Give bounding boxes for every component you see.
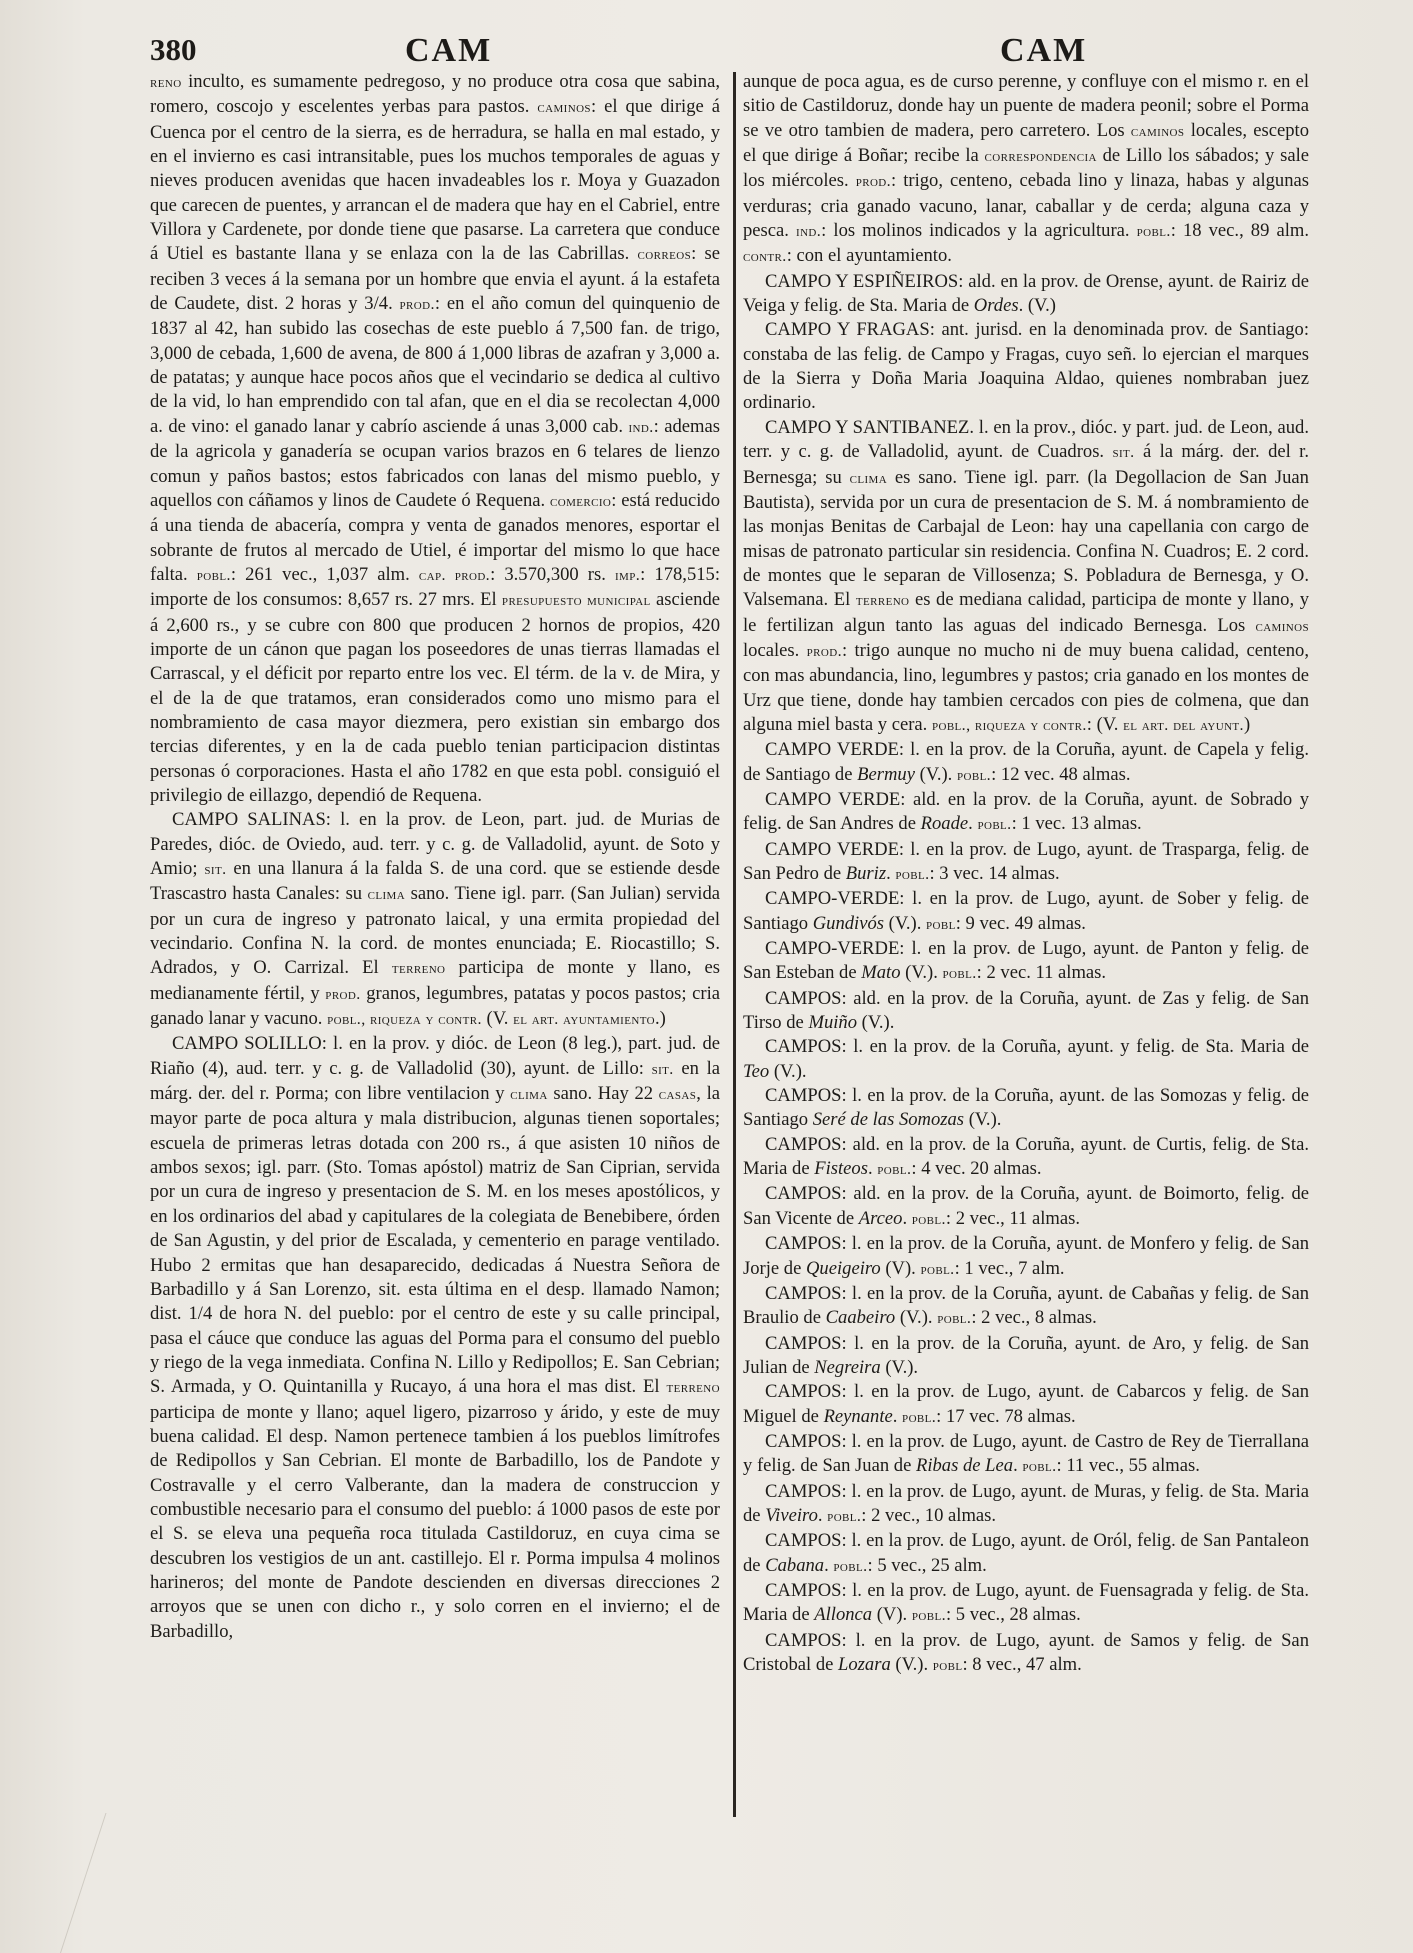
entry-text: (V.).	[964, 1109, 1002, 1131]
entry-text: : los molinos indicados y la agricultura.	[821, 220, 1137, 242]
entry-text: participa de monte y llano, es medianamente fértil, y	[150, 957, 721, 1004]
italic-place-name: Reynante	[823, 1405, 893, 1427]
entry-text: (V.).	[895, 1307, 938, 1329]
entry-text: (V).	[880, 1257, 921, 1279]
entry-text: de Lillo los sábados; y sale los miércoles.	[743, 145, 1309, 192]
entry-text: CAMPO Y FRAGAS: ant. jurisd. en la denominada prov. de Santiago: constaba de las felig. de Campo y Fragas, cuyo señ. lo ejercian el marques de la Sierra y Doña Maria Joaquina Aldao, quienes nombraban juez ordinario.	[743, 319, 1309, 414]
entry-text: )	[1243, 713, 1251, 735]
small-caps-term: imp.	[614, 566, 641, 584]
entry-text: .	[867, 1158, 878, 1180]
entry-text: : trigo, centeno, cebada lino y linaza, habas y algunas verduras; cria ganado vacuno, lanar, caballar y de cerda; alguna caza y pesca.	[743, 170, 1309, 242]
entry-text: : con el ayuntamiento.	[786, 245, 952, 267]
entry-text: CAMPOS: l. en la prov. de la Coruña, ayunt. de las Somozas y felig. de Santiago	[743, 1085, 1309, 1131]
entry-text: : 11 vec., 55 almas.	[1056, 1455, 1200, 1477]
dictionary-entry	[743, 1629, 1309, 1679]
entry-text: CAMPO-VERDE: l. en la prov. de Lugo, ayunt. de Panton y felig. de San Esteban de	[743, 938, 1309, 984]
entry-text: sano. Hay 22	[547, 1083, 659, 1105]
right-running-head: CAM	[1000, 32, 1088, 69]
entry-text: (V.).	[890, 1654, 933, 1675]
entry-text: CAMPO VERDE: ald. en la prov. de la Coruña, ayunt. de Sobrado y felig. de San Andres de	[743, 788, 1309, 835]
small-caps-term: pobl.	[942, 965, 977, 983]
entry-text: : está reducido á una tienda de abacería, compra y venta de ganados menores, esportar el sobrante de frutos al mercado de Utiel, é importar del mismo lo que hace falta.	[150, 489, 721, 585]
dictionary-entry	[743, 1084, 1309, 1133]
small-caps-term: prod.	[855, 173, 892, 191]
dictionary-entry	[743, 1529, 1309, 1579]
column-rule	[733, 72, 736, 1817]
dictionary-entry	[743, 1430, 1309, 1480]
italic-place-name: Buriz	[845, 863, 887, 884]
small-caps-term: caminos	[537, 99, 591, 117]
italic-place-name: Roade	[920, 813, 969, 835]
left-column	[150, 70, 720, 1644]
italic-place-name: Gundivós	[812, 912, 884, 934]
entry-text: : 261 vec., 1,037 alm.	[230, 563, 419, 585]
small-caps-term: pobl.	[920, 1260, 955, 1278]
entry-text: : 9 vec. 49 almas.	[955, 912, 1086, 934]
entry-text: .	[892, 1405, 903, 1427]
entry-text: : 178,515: importe de los consumos: 8,657 rs. 27 mrs. El	[150, 563, 721, 611]
small-caps-term: pobl.	[833, 1557, 868, 1575]
small-caps-term: prod.	[399, 296, 435, 314]
small-caps-term: correspondencia	[984, 148, 1097, 166]
italic-place-name: Viveiro	[765, 1504, 818, 1526]
small-caps-term: ind.	[628, 418, 654, 436]
small-caps-term: pobl.	[902, 1408, 937, 1426]
entry-text: en la márg. der. del r. Porma; con libre ventilacion y	[150, 1057, 721, 1105]
entry-text: : 3 vec. 14 almas.	[929, 863, 1060, 884]
small-caps-term: pobl.	[1136, 223, 1171, 241]
entry-text: CAMPO SOLILLO: l. en la prov. y dióc. de Leon (8 leg.), part. jud. de Riaño (4), aud. terr. y c. g. de Valladolid (30), ayunt. de Lillo:	[150, 1033, 720, 1079]
small-caps-term: comercio	[550, 492, 612, 510]
entry-text: : se reciben 3 veces á la semana por un hombre que envia el ayunt. á la estafeta de Caudete, dist. 2 horas y 3/4.	[150, 243, 720, 315]
italic-place-name: Ordes	[973, 295, 1019, 317]
entry-text: CAMPOS: ald. en la prov. de la Coruña, ayunt. de Boimorto, felig. de San Vicente de	[743, 1183, 1309, 1229]
entry-text: .	[1013, 1455, 1023, 1477]
italic-place-name: Fisteos	[814, 1158, 868, 1180]
page-number: 380	[150, 32, 197, 67]
small-caps-term: pobl.	[937, 1310, 972, 1328]
small-caps-term: correos	[637, 246, 692, 264]
entry-text: : 2 vec., 11 almas.	[945, 1207, 1080, 1229]
dictionary-entry	[150, 808, 720, 1032]
small-caps-term: pobl.	[911, 1607, 946, 1625]
entry-text: CAMPO VERDE: l. en la prov. de Lugo, ayunt. de Trasparga, felig. de San Pedro de	[743, 838, 1309, 884]
small-caps-term: casas	[658, 1086, 697, 1104]
small-caps-term: el art. del ayunt.	[1123, 716, 1244, 734]
small-caps-term: pobl.	[827, 1507, 862, 1525]
entry-text: locales, escepto el que dirige á Boñar; recibe la	[743, 119, 1309, 167]
small-caps-term: pobl.	[1022, 1458, 1057, 1476]
entry-text: CAMPOS: l. en la prov. de Lugo, ayunt. de Fuensagrada y felig. de Sta. Maria de	[743, 1579, 1309, 1626]
entry-text: CAMPOS: l. en la prov. de Lugo, ayunt. de Muras, y felig. de Sta. Maria de	[743, 1480, 1309, 1526]
dictionary-entry	[743, 987, 1309, 1036]
entry-text: CAMPO-VERDE: l. en la prov. de Lugo, ayunt. de Sober y felig. de Santiago	[743, 888, 1309, 934]
small-caps-term: sit.	[651, 1060, 674, 1078]
entry-text: .	[817, 1504, 828, 1526]
entry-text: : 17 vec. 78 almas.	[936, 1405, 1076, 1427]
entry-text: .	[968, 813, 978, 835]
small-caps-term: contr.	[743, 248, 787, 266]
dictionary-entry	[150, 1032, 720, 1644]
small-caps-term: pobl.	[977, 816, 1012, 834]
entry-text: : 12 vec. 48 almas.	[991, 763, 1131, 785]
entry-text: granos, legumbres, patatas y pocos pastos; cria ganado lanar y vacuno.	[150, 982, 720, 1030]
entry-text: (V.).	[914, 763, 957, 785]
dictionary-entry	[743, 887, 1309, 937]
small-caps-term: prod.	[806, 642, 842, 660]
entry-text: CAMPOS: l. en la prov. de Lugo, ayunt. de Castro de Rey de Tierrallana y felig. de San Juan de	[743, 1430, 1309, 1477]
small-caps-term: sit.	[1112, 444, 1135, 462]
small-caps-term: caminos	[1255, 617, 1309, 635]
entry-text: CAMPOS: ald. en la prov. de la Coruña, ayunt. de Curtis, felig. de Sta. Maria de	[743, 1133, 1309, 1180]
dictionary-entry	[743, 318, 1309, 415]
small-caps-term: terreno	[855, 592, 910, 610]
small-caps-term: pobl	[926, 915, 956, 933]
entry-text: : ademas de la agricola y ganadería se ocupan varios brazos en 6 telares de lienzo comun y paños bastos; estos fabricados con lanas del mismo pueblo, y aquellos con cáñamos y linos de Caudete ó Requena.	[150, 415, 720, 511]
entry-text: : 8 vec., 47 alm.	[962, 1654, 1082, 1675]
entry-text: sano. Tiene igl. parr. (San Julian) servida por un cura de ingreso y patronato laical, y una ermita propiedad del vecindario. Confina N. la cord. de montes enunciada; E. Riocastillo; S. Adrados, y O. Carrizal. El	[150, 883, 720, 979]
entry-text: .	[902, 1207, 912, 1229]
entry-text: inculto, es sumamente pedregoso, y no produce otra cosa que sabina, romero, coscojo y escelentes yerbas para pastos.	[150, 71, 720, 118]
dictionary-entry	[743, 788, 1309, 838]
small-caps-term: presupuesto municipal	[501, 592, 651, 610]
italic-place-name: Seré de las Somozas	[812, 1109, 965, 1131]
dictionary-entry	[743, 270, 1309, 319]
italic-place-name: Mato	[861, 962, 901, 984]
right-column	[743, 70, 1309, 1678]
entry-text: .	[886, 863, 896, 884]
small-caps-term: prod.	[325, 985, 361, 1003]
italic-place-name: Lozara	[838, 1654, 891, 1675]
entry-text: CAMPOS: l. en la prov. de la Coruña, ayunt. de Cabañas y felig. de San Braulio de	[743, 1282, 1309, 1329]
entry-text: : el que dirige á Cuenca por el centro de la sierra, es de herradura, se halla en mal estado, y en el invierno es casi intransitable, pues los muchos temporales de aguas y nieves producen avenidas que hacen invadeables los r. Moya y Guazadon que carecen de puentes, y arrancan el de madera que hay en el Cabriel, entre Villora y Cardenete, por donde tiene que pasarse. La carretera que conduce á Utiel es bastante llana y se enlaza con la de las Cabrillas.	[150, 96, 720, 265]
entry-text: asciende á 2,600 rs., y se cubre con 800 que producen 2 hornos de propios, 420 importe de un cánon que pagan los poseedores de unas tierras llamadas el Carrascal, y el déficit por reparto entre los vec. El térm. de la v. de Mira, y el de la de que tratamos, eran considerados como uno mismo para el nombramiento de casa mayor diezmera, pero existian sin embargo dos tercias diferentes, y en la de cada pueblo tenian participacion distintas personas ó corporaciones. Hasta el año 1782 en que esta pobl. consiguió el privilegio de eillazgo, dependió de Requena.	[150, 589, 720, 806]
entry-text: CAMPOS: l. en la prov. de la Coruña, ayunt. de Monfero y felig. de San Jorje de	[743, 1233, 1309, 1279]
dictionary-entry	[743, 1332, 1309, 1381]
dictionary-entry	[743, 416, 1309, 738]
small-caps-term: clima	[849, 469, 888, 487]
entry-text: : 2 vec., 10 almas.	[861, 1504, 997, 1526]
dictionary-entry	[743, 1282, 1309, 1332]
dictionary-entry	[743, 1380, 1309, 1430]
entry-text: : 2 vec. 11 almas.	[976, 962, 1107, 984]
entry-text: CAMPOS: l. en la prov. de Lugo, ayunt. de Cabarcos y felig. de San Miguel de	[743, 1381, 1309, 1427]
entry-text: : 5 vec., 28 almas.	[945, 1604, 1081, 1626]
italic-place-name: Queigeiro	[806, 1257, 881, 1279]
italic-place-name: Bermuy	[857, 763, 915, 785]
small-caps-term: pobl.	[877, 1161, 912, 1179]
entry-text: (V.).	[880, 1356, 919, 1378]
entry-text: (V.).	[857, 1012, 895, 1034]
entry-text: : 3.570,300 rs.	[490, 563, 615, 585]
entry-text: CAMPO Y SANTIBANEZ. l. en la prov., dióc. y part. jud. de Leon, aud. terr. y c. g. de Valladolid, ayunt. de Cuadros.	[743, 416, 1309, 463]
small-caps-term: pobl	[932, 1657, 963, 1674]
page-corner-fold	[0, 1813, 106, 1953]
entry-text: CAMPO Y ESPIÑEIROS: ald. en la prov. de Orense, ayunt. de Rairiz de Veiga y felig. de Sta. Maria de	[743, 270, 1309, 317]
entry-text: CAMPOS: l. en la prov. de Lugo, ayunt. de Oról, felig. de San Pantaleon de	[743, 1530, 1309, 1576]
entry-text: es sano. Tiene igl. parr. (la Degollacion de San Juan Bautista), servida por un cura de presentacion de S. M. á nombramiento de las monjas Benitas de Carbajal de Leon: hay una capellania con cargo de misas de patronato particular sin residencia. Confina N. Cuadros; E. 2 cord. de montes que le separan de Villosenza; S. Pobladura de Bernesga, y O. Valsemana. El	[743, 466, 1309, 611]
entry-text: á la márg. der. del r. Bernesga; su	[743, 441, 1309, 488]
italic-place-name: Arceo	[858, 1207, 903, 1229]
small-caps-term: pobl.	[196, 566, 231, 584]
small-caps-term: pobl.	[895, 866, 930, 883]
entry-text: .	[824, 1554, 834, 1576]
dictionary-entry	[743, 1133, 1309, 1183]
entry-text: CAMPOS: l. en la prov. de la Coruña, ayunt. y felig. de Sta. Maria de	[765, 1036, 1309, 1058]
small-caps-term: ind.	[796, 223, 822, 241]
entry-continuation	[743, 70, 1309, 270]
small-caps-term: caminos	[1130, 122, 1185, 140]
entry-text: . (V.)	[1018, 295, 1056, 317]
entry-text: , la mayor parte de poca altura y mala distribucion, algunas tienen soportales; escuela de primeras letras dotada con 200 rs., á que asisten 10 niños de ambos sexos; igl. parr. (Sto. Tomas apóstol) matriz de San Ciprian, servida por un cura de ingreso y presentacion de S. M. en los meses apostólicos, y en los ordinarios del abad y capitulares de la colegiata de Benebibere, órden de San Agustin, y del prior de Escalada, y cementerio en parage ventilado. Hubo 2 ermitas que han desaparecido, dedicadas á Nuestra Señora de Barbadillo y á San Lorenzo, sit. esta última en el desp. llamado Namon; dist. 1/4 de hora N. del pueblo: por el centro de este y su calle principal, pasa el cáuce que conduce las aguas del Porma para el consumo del pueblo y riego de la vega inmediata. Confina N. Lillo y Redipollos; E. San Cebrian; S. Armada, y O. Quintanilla y Rucayo, á una hora el mas dist. El	[150, 1083, 720, 1398]
small-caps-term: reno	[150, 74, 182, 91]
entry-text: : 1 vec. 13 almas.	[1011, 813, 1142, 835]
entry-text: : 18 vec., 89 alm.	[1170, 220, 1309, 242]
dictionary-entry	[743, 838, 1309, 888]
small-caps-term: clima	[367, 886, 406, 904]
small-caps-term: terreno	[666, 1379, 720, 1397]
italic-place-name: Negreira	[814, 1356, 881, 1378]
entry-text: CAMPOS: l. en la prov. de la Coruña, ayunt. de Aro, y felig. de San Julian de	[743, 1332, 1309, 1378]
dictionary-entry	[743, 1579, 1309, 1629]
entry-text: (V.).	[900, 962, 943, 984]
entry-text: (V.	[481, 1008, 514, 1030]
entry-text: : (V.	[1086, 713, 1124, 735]
entry-continuation	[150, 70, 720, 808]
entry-text: : 4 vec. 20 almas.	[911, 1158, 1042, 1180]
italic-place-name: Caabeiro	[825, 1307, 896, 1329]
italic-place-name: Allonca	[814, 1604, 873, 1626]
small-caps-term: terreno	[391, 960, 446, 978]
entry-text: : 5 vec., 25 alm.	[867, 1554, 987, 1576]
entry-text: locales.	[743, 639, 807, 661]
entry-text: : en el año comun del quinquenio de 1837 al 42, han subido las cosechas de este pueblo á 7,500 fan. de trigo, 3,000 de cebada, 1,600 de avena, de 800 á 1,000 libras de azafran y 3,000 a. de patatas; y aunque hace pocos años que el vecindario se dedica al cultivo de la vid, lo han emprendido con tal afan, que en el dia se recolectan 4,000 a. de vino: el ganado lanar y cabrío asciende á unas 3,000 cab.	[150, 293, 720, 437]
entry-text: (V.).	[884, 912, 927, 934]
entry-text: : 1 vec., 7 alm.	[954, 1257, 1065, 1279]
small-caps-term: pobl., riqueza y contr.	[931, 716, 1087, 734]
small-caps-term: sit.	[204, 861, 227, 878]
entry-text: CAMPOS: ald. en la prov. de la Coruña, ayunt. de Zas y felig. de San Tirso de	[743, 987, 1309, 1034]
dictionary-entry	[743, 937, 1309, 987]
entry-text: en una llanura á la falda S. de una cord. que se estiende desde Trascastro hasta Canales: su	[150, 858, 721, 905]
small-caps-term: cap. prod.	[418, 566, 491, 584]
entry-text: CAMPO SALINAS: l. en la prov. de Leon, part. jud. de Murias de Paredes, dióc. de Oviedo, aud. terr. y c. g. de Valladolid, ayunt. de Soto y Amio;	[150, 809, 720, 879]
italic-place-name: Muiño	[808, 1012, 857, 1034]
entry-text: (V).	[872, 1604, 912, 1626]
italic-place-name: Cabana	[765, 1554, 825, 1576]
dictionary-entry	[743, 738, 1309, 788]
dictionary-entry	[743, 1480, 1309, 1530]
entry-text: .)	[654, 1008, 666, 1030]
entry-text: CAMPOS: l. en la prov. de Lugo, ayunt. de Samos y felig. de San Cristobal de	[743, 1629, 1309, 1675]
small-caps-term: pobl., riqueza y contr.	[327, 1011, 482, 1029]
entry-text: participa de monte y llano; aquel ligero, pizarroso y árido, y este de muy buena calidad. El desp. Namon pertenece tambien á los pueblos limítrofes de Redipollos y San Cebrian. El monte de Barbadillo, los de Pandote y Costravalle y el cerro Valberante, dan la madera de construccion y combustible necesario para el consumo del pueblo: á 1000 pasos de este por el S. se eleva una pequeña roca titulada Castildoruz, en cuya cima se descubren los vestigios de un ant. castillejo. El r. Porma impulsa 4 molinos harineros; del monte de Pandote descienden en diversas direcciones 2 arroyos que se unen con dicho r., y solo corren en el invierno; el de Barbadillo,	[150, 1401, 720, 1642]
dictionary-entry	[743, 1232, 1309, 1282]
left-running-head: CAM	[405, 32, 493, 69]
italic-place-name: Teo	[743, 1060, 770, 1082]
dictionary-entry	[743, 1182, 1309, 1232]
entry-text: : 2 vec., 8 almas.	[971, 1307, 1097, 1329]
entry-text: es de mediana calidad, participa de monte y llano, y le fertilizan algun tanto las aguas del indicado Bernesga. Los	[743, 589, 1310, 636]
entry-text: : trigo aunque no mucho ni de muy buena calidad, centeno, con mas abundancia, lino, legumbres y pastos; cria ganado en los montes de Urz que tiene, donde hay tambien cercados con pies de colmena, que dan alguna miel basta y cera.	[743, 639, 1309, 735]
small-caps-term: el art. ayuntamiento	[513, 1011, 655, 1029]
entry-text: CAMPO VERDE: l. en la prov. de la Coruña, ayunt. de Capela y felig. de Santiago de	[743, 739, 1309, 785]
entry-text: (V.).	[769, 1060, 807, 1082]
dictionary-entry	[743, 1035, 1309, 1084]
italic-place-name: Ribas de Lea	[915, 1455, 1014, 1477]
entry-text: aunque de poca agua, es de curso perenne, y confluye con el mismo r. en el sitio de Castildoruz, donde hay un puente de madera peonil; sobre el Porma se ve otro tambien de madera, pero carretero. Los	[743, 71, 1309, 141]
small-caps-term: pobl.	[956, 766, 992, 784]
small-caps-term: clima	[510, 1086, 548, 1104]
small-caps-term: pobl.	[911, 1210, 946, 1228]
